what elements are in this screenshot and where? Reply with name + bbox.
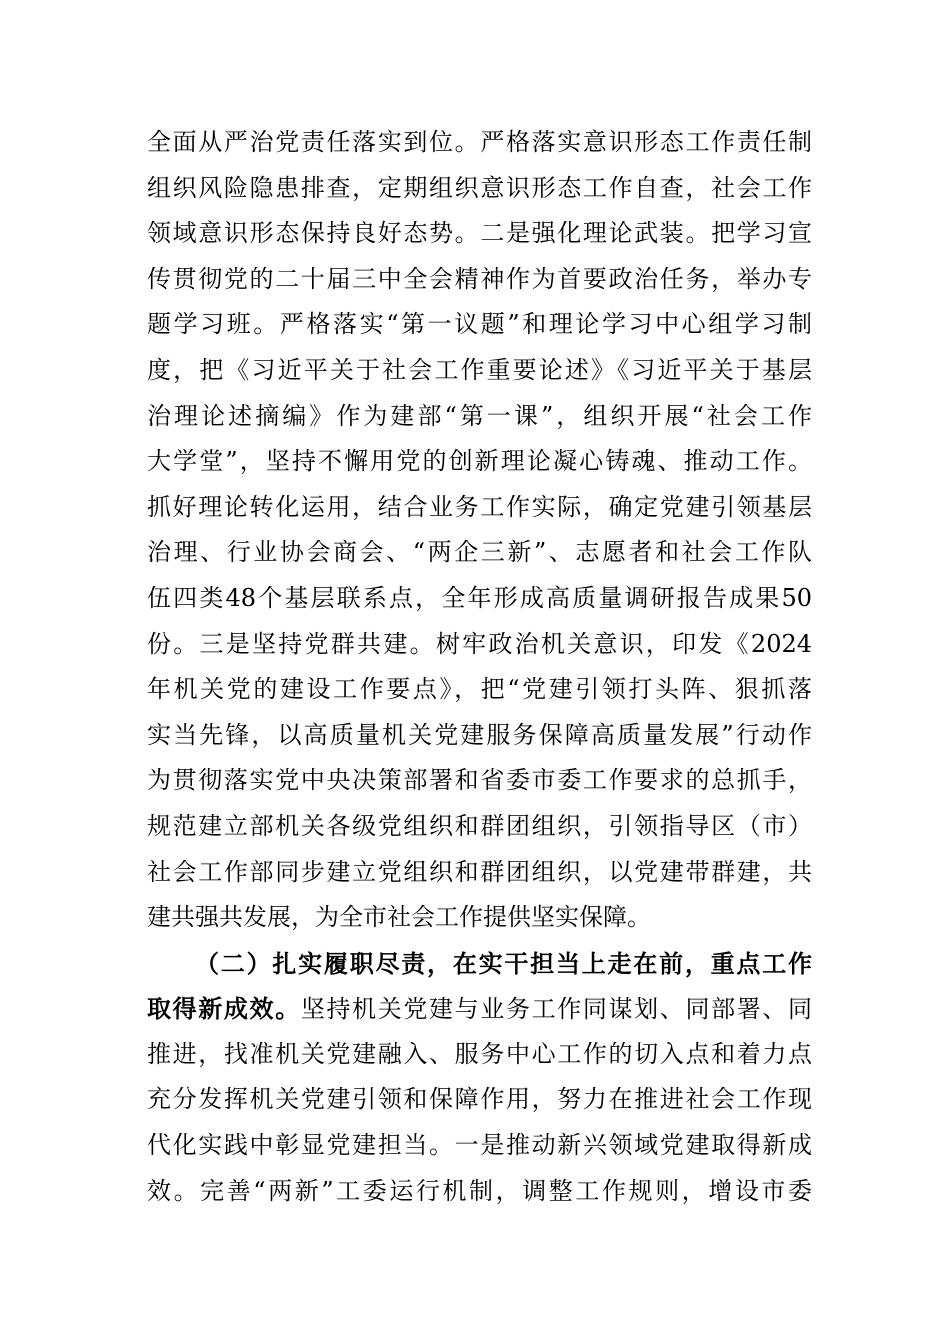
text-line: 社会工作部同步建立党组织和群团组织，以党建带群建，共 (147, 857, 812, 886)
text-line: 治理论述摘编》作为建部“第一课”，组织开展“社会工作 (147, 401, 812, 430)
section-heading: （二）扎实履职尽责，在实干担当上走在前，重点工作 (195, 948, 812, 978)
text-line: 建共强共发展，为全市社会工作提供坚实保障。 (147, 903, 651, 932)
section-heading-end: 取得新成效。 (147, 994, 301, 1024)
text-line: 为贯彻落实党中央决策部署和省委市委工作要求的总抓手， (147, 766, 812, 795)
text-line: 效。完善“两新”工委运行机制，调整工作规则，增设市委 (147, 1176, 812, 1205)
text-line: 传贯彻党的二十届三中全会精神作为首要政治任务，举办专 (147, 264, 812, 293)
text-line: 领域意识形态保持良好态势。二是强化理论武装。把学习宣 (147, 219, 812, 248)
text-line: 治理、行业协会商会、“两企三新”、志愿者和社会工作队 (147, 538, 812, 567)
text-line: 度，把《习近平关于社会工作重要论述》《习近平关于基层 (147, 355, 812, 384)
text-line: 推进，找准机关党建融入、服务中心工作的切入点和着力点 (147, 1039, 812, 1068)
text-line: 规范建立部机关各级党组织和群团组织，引领指导区（市） (147, 811, 812, 840)
text-line: 题学习班。严格落实“第一议题”和理论学习中心组学习制 (147, 310, 812, 339)
text-line: 抓好理论转化运用，结合业务工作实际，确定党建引领基层 (147, 492, 812, 521)
text-line: 伍四类48个基层联系点，全年形成高质量调研报告成果50 (147, 583, 812, 612)
text-line: 代化实践中彰显党建担当。一是推动新兴领域党建取得新成 (147, 1131, 812, 1160)
text-line: 大学堂”，坚持不懈用党的创新理论凝心铸魂、推动工作。 (147, 447, 812, 476)
text-line: 年机关党的建设工作要点》，把“党建引领打头阵、狠抓落 (147, 675, 812, 704)
text-line (147, 986, 812, 1032)
text-line: 份。三是坚持党群共建。树牢政治机关意识，印发《2024 (147, 629, 812, 658)
text-line: 全面从严治党责任落实到位。严格落实意识形态工作责任制 (147, 128, 812, 156)
text-line: 实当先锋，以高质量机关党建服务保障高质量发展”行动作 (147, 720, 812, 749)
text-line: 组织风险隐患排查，定期组织意识形态工作自查，社会工作 (147, 173, 812, 202)
text-span: 坚持机关党建与业务工作同谋划、同部署、同 (300, 995, 813, 1024)
text-line: 充分发挥机关党建引领和保障作用，努力在推进社会工作现 (147, 1085, 812, 1114)
body-text (147, 120, 812, 1214)
